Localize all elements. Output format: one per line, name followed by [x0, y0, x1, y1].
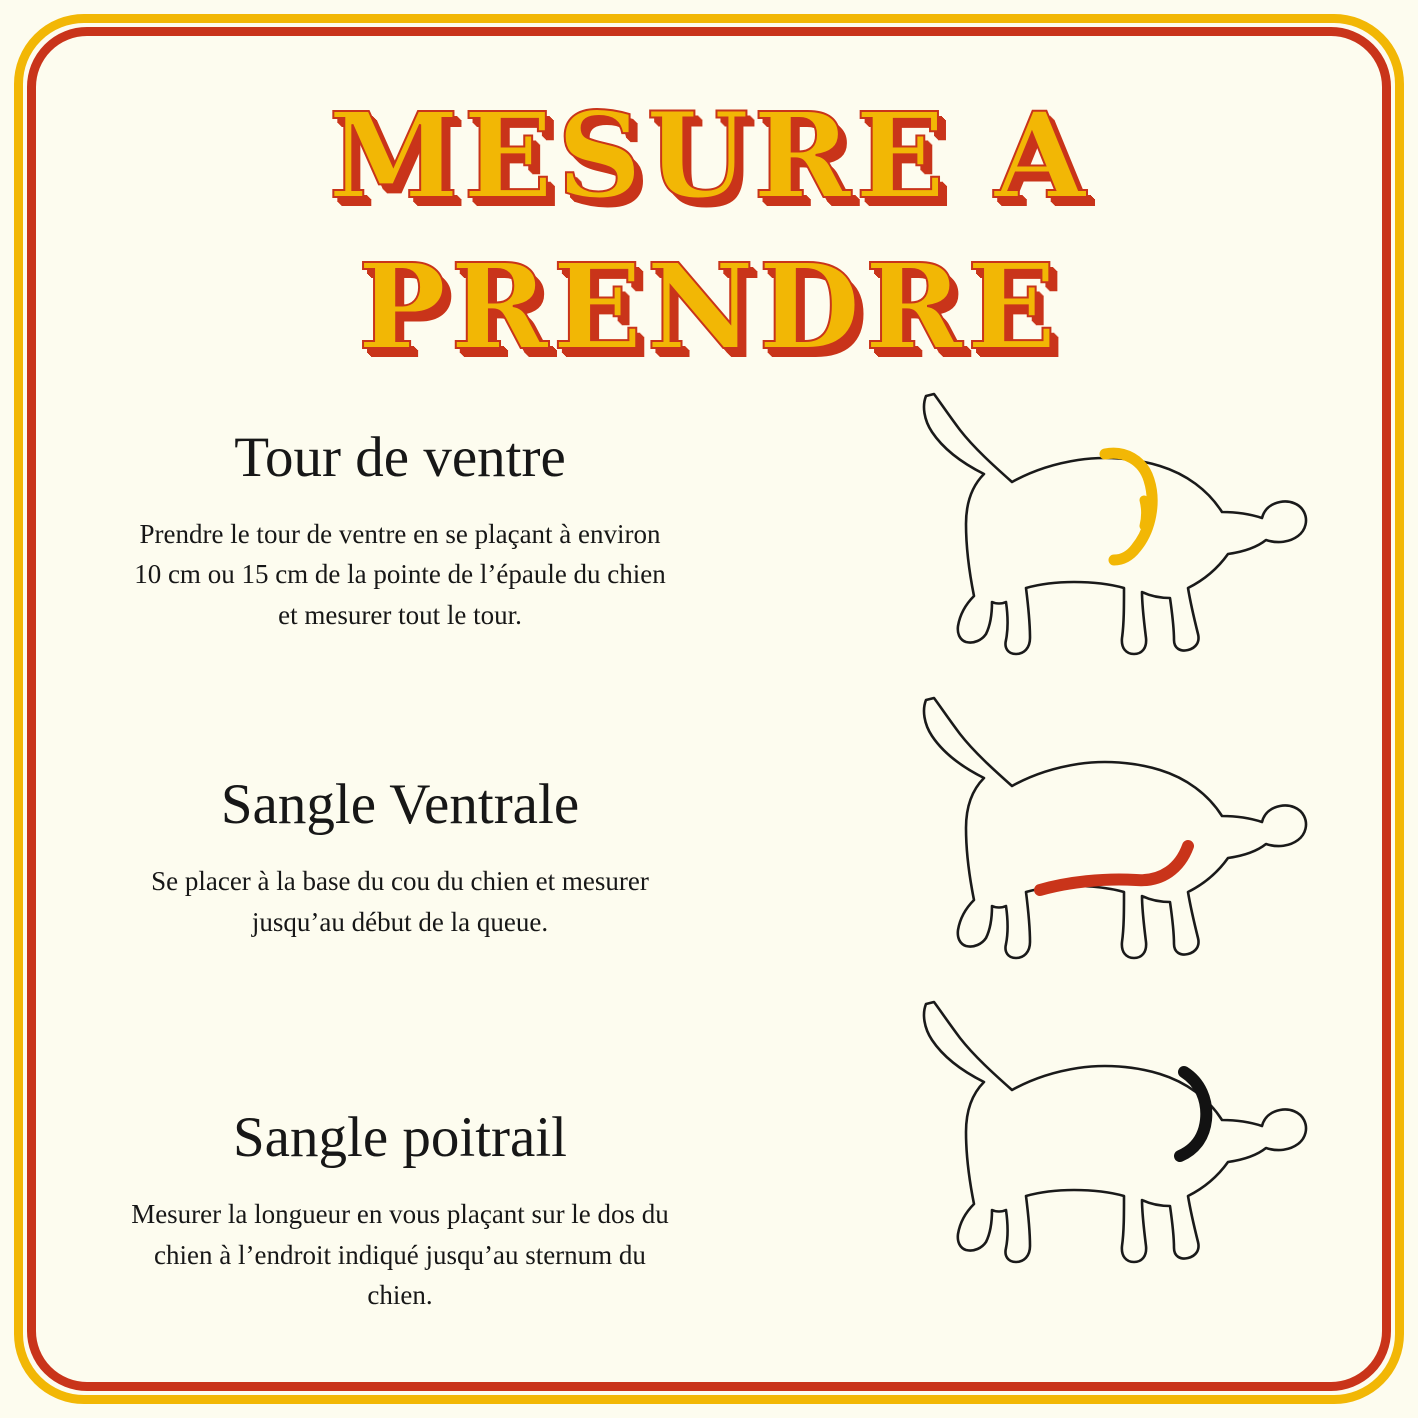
measurement-sections [50, 420, 750, 1372]
dog-silhouette-icon [924, 394, 1306, 654]
section-sangle-ventrale [50, 775, 750, 942]
title-line-2: PRENDRE [357, 237, 1061, 377]
section-sangle-poitrail [50, 1108, 750, 1315]
belly-girth-marker-inner [1144, 500, 1146, 526]
section-description: Se placer à la base du cou du chien et mesurer jusqu’au début de la queue. [151, 866, 649, 937]
section-description: Mesurer la longueur en vous plaçant sur le dos du chien à l’endroit indiqué jusqu’au sternum du chien. [131, 1199, 669, 1311]
section-title: Sangle Ventrale [220, 773, 580, 837]
section-description: Prendre le tour de ventre en se plaçant à environ 10 cm ou 15 cm de la pointe de l’épaule du chien et mesurer tout le tour. [134, 518, 666, 630]
dog-outline-belly-girth [908, 390, 1348, 700]
section-tour-de-ventre [50, 428, 750, 635]
dog-outline-chest-strap [908, 998, 1348, 1308]
dog-illustrations [908, 390, 1368, 1308]
dog-silhouette-icon [924, 1002, 1306, 1262]
title-line-1: MESURE A [328, 86, 1090, 225]
dog-outline-belly-strap [908, 694, 1348, 1004]
section-title: Tour de ventre [234, 426, 566, 489]
page-title [40, 80, 1378, 382]
poster-content [40, 40, 1378, 1378]
dog-silhouette-icon [924, 698, 1306, 958]
section-title: Sangle poitrail [232, 1106, 567, 1170]
